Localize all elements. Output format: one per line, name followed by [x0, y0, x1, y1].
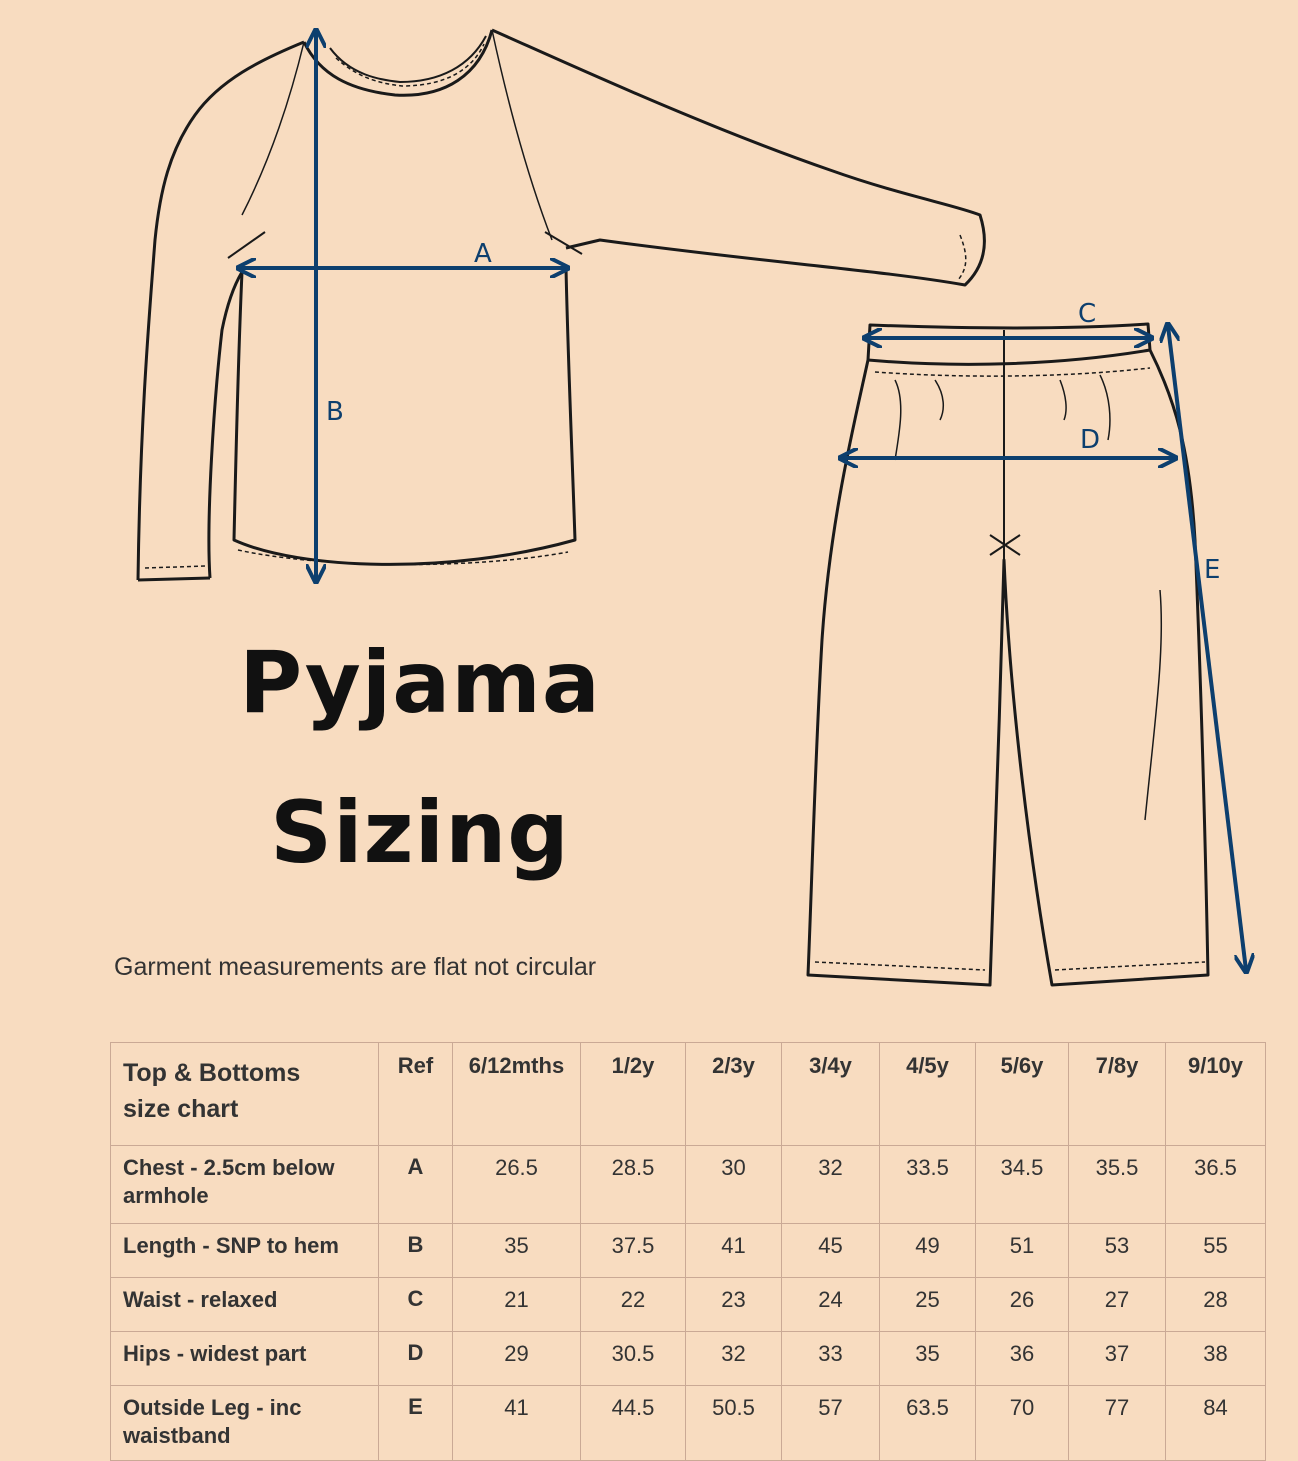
- table-cell: 36: [976, 1332, 1069, 1386]
- row-label: [111, 1224, 379, 1278]
- size-chart-table: [110, 1042, 1266, 1461]
- table-cell: 44.5: [581, 1386, 686, 1461]
- table-cell: 33: [782, 1332, 880, 1386]
- row-ref: E: [379, 1386, 453, 1461]
- table-cell: 41: [686, 1224, 782, 1278]
- table-row: [111, 1386, 1266, 1461]
- size-header: 9/10y: [1166, 1043, 1266, 1146]
- table-cell: 53: [1069, 1224, 1166, 1278]
- row-label-line: Outside Leg - inc: [123, 1395, 302, 1420]
- row-ref: B: [379, 1224, 453, 1278]
- top-measure-arrows: [240, 32, 566, 580]
- top-garment-drawing: [138, 30, 984, 580]
- row-ref: A: [379, 1146, 453, 1224]
- table-cell: 36.5: [1166, 1146, 1266, 1224]
- size-header: 1/2y: [581, 1043, 686, 1146]
- title-line-1: Pyjama: [239, 633, 601, 733]
- row-label: [111, 1332, 379, 1386]
- label-b: B: [326, 397, 344, 427]
- table-cell: 30.5: [581, 1332, 686, 1386]
- row-label-line: waistband: [123, 1423, 231, 1448]
- size-header: 5/6y: [976, 1043, 1069, 1146]
- size-header: 6/12mths: [453, 1043, 581, 1146]
- table-cell: 26.5: [453, 1146, 581, 1224]
- table-cell: 32: [686, 1332, 782, 1386]
- size-header: 2/3y: [686, 1043, 782, 1146]
- table-cell: 77: [1069, 1386, 1166, 1461]
- title-line-2: Sizing: [270, 783, 570, 883]
- table-cell: 41: [453, 1386, 581, 1461]
- label-e: E: [1204, 555, 1221, 585]
- row-label-line: Length - SNP to hem: [123, 1233, 339, 1258]
- table-cell: 45: [782, 1224, 880, 1278]
- size-header: 3/4y: [782, 1043, 880, 1146]
- table-cell: 37: [1069, 1332, 1166, 1386]
- trousers-drawing: [808, 324, 1208, 985]
- table-cell: 49: [880, 1224, 976, 1278]
- table-cell: 26: [976, 1278, 1069, 1332]
- table-cell: 84: [1166, 1386, 1266, 1461]
- ref-header: Ref: [379, 1043, 453, 1146]
- table-cell: 50.5: [686, 1386, 782, 1461]
- table-row: [111, 1224, 1266, 1278]
- table-cell: 23: [686, 1278, 782, 1332]
- measurement-note: Garment measurements are flat not circular: [114, 953, 597, 981]
- table-cell: 70: [976, 1386, 1069, 1461]
- size-header: 7/8y: [1069, 1043, 1166, 1146]
- table-cell: 24: [782, 1278, 880, 1332]
- table-cell: 32: [782, 1146, 880, 1224]
- size-header: 4/5y: [880, 1043, 976, 1146]
- table-cell: 21: [453, 1278, 581, 1332]
- table-row: [111, 1278, 1266, 1332]
- label-a: A: [474, 239, 492, 269]
- row-label: [111, 1278, 379, 1332]
- row-ref: D: [379, 1332, 453, 1386]
- table-cell: 22: [581, 1278, 686, 1332]
- table-cell: 29: [453, 1332, 581, 1386]
- table-cell: 55: [1166, 1224, 1266, 1278]
- row-label: [111, 1146, 379, 1224]
- table-row: [111, 1332, 1266, 1386]
- table-header-row: [111, 1043, 1266, 1146]
- table-cell: 25: [880, 1278, 976, 1332]
- table-cell: 27: [1069, 1278, 1166, 1332]
- row-ref: C: [379, 1278, 453, 1332]
- table-cell: 28.5: [581, 1146, 686, 1224]
- table-cell: 37.5: [581, 1224, 686, 1278]
- table-row: [111, 1146, 1266, 1224]
- header-label-line: Top & Bottoms: [123, 1059, 301, 1087]
- table-cell: 51: [976, 1224, 1069, 1278]
- row-label-line: armhole: [123, 1183, 209, 1208]
- trousers-measure-arrows: [842, 326, 1246, 970]
- table-cell: 63.5: [880, 1386, 976, 1461]
- table-cell: 35: [453, 1224, 581, 1278]
- table-header-label: [111, 1043, 379, 1146]
- row-label: [111, 1386, 379, 1461]
- table-cell: 38: [1166, 1332, 1266, 1386]
- label-c: C: [1078, 299, 1097, 329]
- header-label-line: size chart: [123, 1095, 239, 1123]
- table-cell: 35: [880, 1332, 976, 1386]
- label-d: D: [1080, 425, 1101, 455]
- table-cell: 28: [1166, 1278, 1266, 1332]
- table-cell: 34.5: [976, 1146, 1069, 1224]
- row-label-line: Chest - 2.5cm below: [123, 1155, 335, 1180]
- table-cell: 35.5: [1069, 1146, 1166, 1224]
- row-label-line: Hips - widest part: [123, 1341, 307, 1366]
- table-cell: 57: [782, 1386, 880, 1461]
- row-label-line: Waist - relaxed: [123, 1287, 278, 1312]
- table-cell: 33.5: [880, 1146, 976, 1224]
- table-cell: 30: [686, 1146, 782, 1224]
